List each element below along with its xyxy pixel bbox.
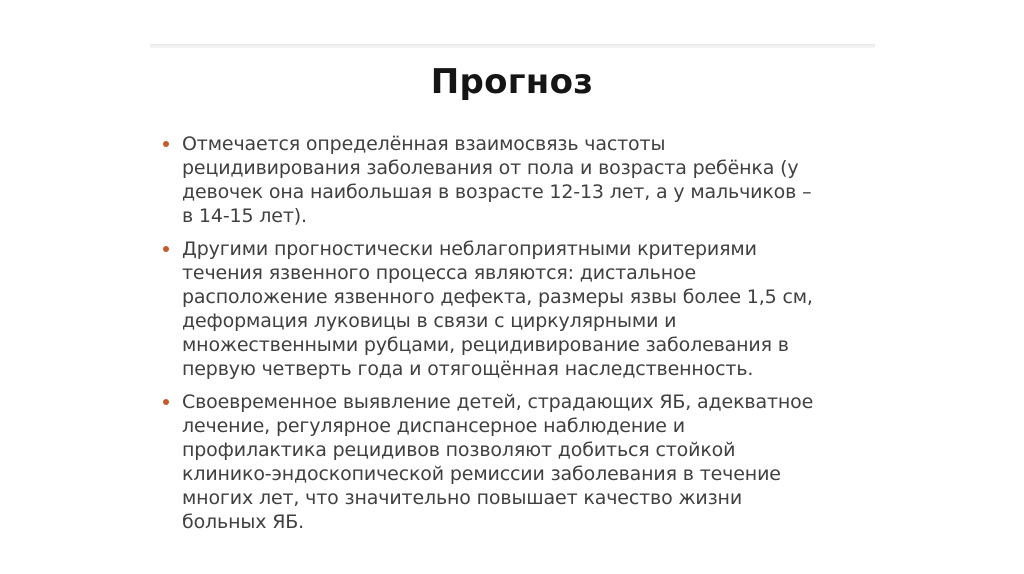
bullet-text: Своевременное выявление детей, страдающих ЯБ, адекватное лечение, регулярное диспансерное наблюдение и профилактика рецидивов позволяют добиться стойкой клинико-эндоскопической ремиссии заболевания в течение многих лет, что значительно повышает качество жизни больных ЯБ.	[182, 391, 814, 533]
list-item	[160, 132, 865, 228]
top-divider	[150, 44, 875, 48]
bullet-text: Отмечается определённая взаимосвязь частоты рецидивирования заболевания от пола и возраста ребёнка (у девочек она наибольшая в возрасте 12-13 лет, а у мальчиков – в 14-15 лет).	[182, 133, 812, 227]
bullet-dot-icon	[163, 399, 169, 405]
bullet-text: Другими прогностически неблагоприятными критериями течения язвенного процесса являются: дистальное расположение язвенного дефекта, размеры язвы более 1,5 см, деформация луковицы в связи с циркулярными и множественными рубцами, рецидивирование заболевания в первую четверть года и отягощённая наследственность.	[182, 238, 813, 380]
bullet-list	[160, 132, 865, 543]
bullet-dot-icon	[163, 141, 169, 147]
list-item	[160, 390, 865, 534]
slide-title: Прогноз	[430, 62, 594, 102]
list-item	[160, 237, 865, 381]
bullet-dot-icon	[163, 246, 169, 252]
